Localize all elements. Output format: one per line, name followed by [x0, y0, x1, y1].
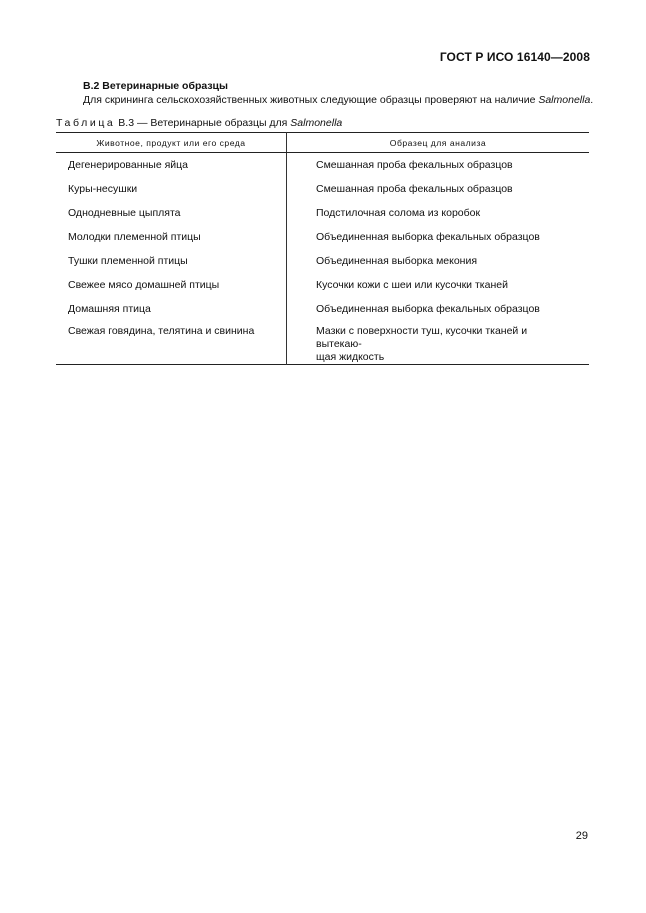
table-row	[56, 297, 589, 321]
column-header-source: Животное, продукт или его среда	[56, 133, 287, 153]
cell-sample: Кусочки кожи с шеи или кусочки тканей	[316, 278, 508, 291]
table-row	[56, 321, 589, 365]
table-row	[56, 249, 589, 273]
paragraph-end: .	[590, 94, 594, 106]
cell-sample: Смешанная проба фекальных образцов	[316, 158, 513, 171]
caption-label: Таблица	[56, 117, 116, 129]
paragraph-organism: Salmonella	[538, 94, 591, 106]
cell-source: Однодневные цыплята	[56, 201, 287, 225]
cell-source: Дегенерированные яйца	[56, 153, 287, 178]
cell-sample-line: Мазки с поверхности туш, кусочки тканей и вытекаю-	[316, 325, 528, 350]
caption-number: B.3	[118, 117, 135, 129]
cell-source: Свежее мясо домашней птицы	[56, 273, 287, 297]
cell-sample: Подстилочная солома из коробок	[316, 206, 481, 219]
veterinary-samples-table	[56, 132, 589, 365]
cell-source: Молодки племенной птицы	[56, 225, 287, 249]
page-number: 29	[575, 830, 588, 842]
cell-sample	[287, 321, 590, 365]
table-header-row	[56, 133, 589, 153]
cell-sample: Смешанная проба фекальных образцов	[316, 182, 513, 195]
table-row	[56, 153, 589, 178]
table-row	[56, 177, 589, 201]
cell-sample: Объединенная выборка фекальных образцов	[316, 302, 540, 315]
paragraph-text: Для скрининга сельскохозяйственных животных следующие образцы проверяют на наличие	[83, 94, 536, 106]
column-header-sample: Образец для анализа	[287, 133, 590, 153]
cell-source: Тушки племенной птицы	[56, 249, 287, 273]
cell-sample: Объединенная выборка мекония	[316, 254, 478, 267]
cell-source: Куры-несушки	[56, 177, 287, 201]
caption-dash: —	[136, 117, 148, 129]
table-caption	[56, 117, 342, 129]
cell-sample-line: щая жидкость	[316, 351, 385, 363]
table-row	[56, 201, 589, 225]
table-row	[56, 273, 589, 297]
cell-sample: Объединенная выборка фекальных образцов	[316, 230, 540, 243]
caption-text: Ветеринарные образцы для	[150, 117, 288, 129]
cell-source: Свежая говядина, телятина и свинина	[56, 321, 287, 365]
caption-organism: Salmonella	[290, 117, 343, 129]
section-title: B.2 Ветеринарные образцы	[83, 80, 228, 92]
section-paragraph	[83, 94, 594, 106]
table-row	[56, 225, 589, 249]
cell-source: Домашняя птица	[56, 297, 287, 321]
standard-id: ГОСТ Р ИСО 16140—2008	[439, 50, 590, 64]
